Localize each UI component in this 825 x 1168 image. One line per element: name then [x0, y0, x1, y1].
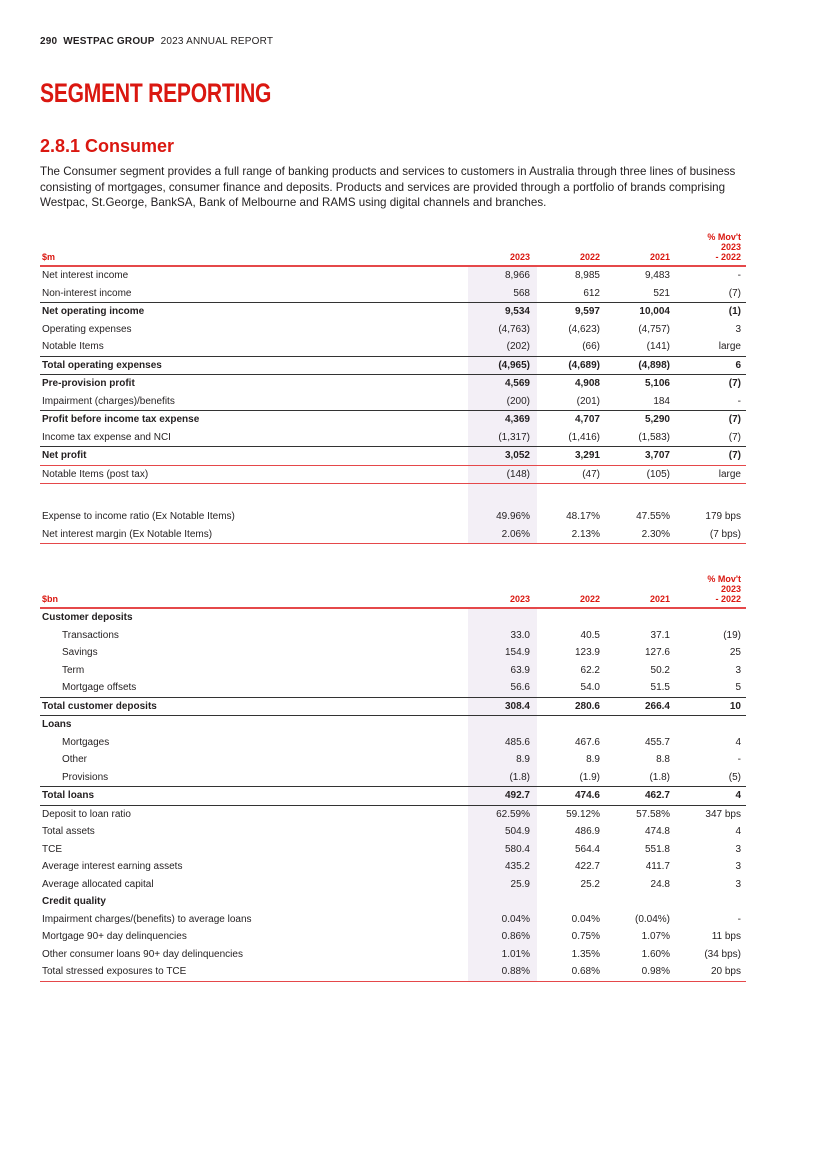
table-row [40, 946, 746, 964]
value-2022: (1.9) [579, 771, 600, 783]
row-label: TCE [42, 843, 62, 855]
value-2023: (200) [468, 393, 537, 411]
value-movement: 25 [729, 647, 741, 659]
value-movement: 11 bps [711, 931, 741, 943]
row-label: Average allocated capital [42, 878, 154, 890]
value-movement: 5 [735, 682, 741, 694]
page-number: 290 [40, 36, 58, 47]
value-2021: 5,290 [607, 411, 677, 429]
value-movement: (19) [723, 629, 741, 641]
value-2021: 1.60% [641, 948, 670, 960]
value-movement: (7) [677, 447, 746, 466]
value-movement: 4 [735, 736, 741, 748]
value-2023: (4,965) [468, 356, 537, 375]
table-header-row [40, 232, 746, 266]
value-2022: 0.04% [571, 913, 600, 925]
value-movement: (7) [677, 411, 746, 429]
row-label: Net interest margin (Ex Notable Items) [40, 526, 468, 544]
table-row [40, 963, 746, 981]
row-label: Total loans [40, 787, 468, 806]
value-2022: 564.4 [574, 843, 600, 855]
row-label: Savings [62, 647, 98, 659]
movement-header-line: 2023 [720, 242, 741, 252]
value-movement: (7 bps) [677, 526, 746, 544]
value-movement: 3 [735, 878, 741, 890]
table-row [40, 627, 746, 645]
value-2022: 54.0 [580, 682, 600, 694]
row-label: Impairment charges/(benefits) to average loans [42, 913, 252, 925]
value-2022: (47) [537, 465, 607, 484]
row-label: Total operating expenses [40, 356, 468, 375]
row-label: Notable Items [42, 341, 104, 353]
unit-header: $m [40, 232, 468, 266]
value-2021 [607, 608, 677, 627]
movement-header-line: - 2022 [715, 594, 741, 604]
movement-header [677, 232, 746, 266]
table-row [40, 734, 746, 752]
table-row [40, 841, 746, 859]
row-label: Term [62, 664, 85, 676]
value-2022: 0.68% [537, 963, 607, 981]
table-row [40, 787, 746, 806]
value-movement: 4 [735, 826, 741, 838]
table-row [40, 411, 746, 429]
value-2023: 49.96% [468, 508, 537, 526]
table-row [40, 893, 746, 911]
value-2022: 3,291 [537, 447, 607, 466]
value-2023: 1.01% [468, 946, 537, 964]
value-2023: 2.06% [468, 526, 537, 544]
row-label: Mortgages [62, 736, 110, 748]
movement-header-line: - 2022 [715, 252, 741, 262]
value-2023: 8.9 [468, 751, 537, 769]
value-2023: (1,317) [468, 429, 537, 447]
value-2022 [537, 893, 607, 911]
company-name: WESTPAC GROUP [63, 36, 155, 47]
section-intro: The Consumer segment provides a full range of banking products and services to customers in Australia through three lines of business consisting of mortgages, consumer finance and deposits. Products and services are provided through a portfolio of brands comprising Westpac, St.George, BankSA, Bank of Melbourne and RAMS using digital channels and branches. [40, 165, 736, 210]
movement-header-line: % Mov't [707, 232, 741, 242]
value-2022: 123.9 [574, 647, 600, 659]
table-row [40, 447, 746, 466]
row-label: Profit before income tax expense [40, 411, 468, 429]
value-2021: 24.8 [650, 878, 670, 890]
table-row [40, 285, 746, 303]
row-label: Credit quality [42, 896, 106, 908]
value-movement: large [718, 341, 741, 353]
value-2022: 474.6 [537, 787, 607, 806]
value-2021: (0.04%) [634, 913, 670, 925]
table-row [40, 679, 746, 697]
value-2022 [537, 608, 607, 627]
value-2021: 521 [653, 287, 670, 299]
row-label: Provisions [62, 771, 109, 783]
table-row [40, 876, 746, 894]
value-movement: (34 bps) [704, 948, 741, 960]
value-2022: 62.2 [580, 664, 600, 676]
table-row [40, 429, 746, 447]
value-2021: 462.7 [607, 787, 677, 806]
value-2023: (1.8) [468, 769, 537, 787]
value-2021: 0.98% [607, 963, 677, 981]
value-movement: 10 [677, 697, 746, 716]
table-row [40, 321, 746, 339]
table-row [40, 769, 746, 787]
row-label: Total assets [42, 826, 95, 838]
value-2023: 568 [468, 285, 537, 303]
value-2022: 8,985 [574, 270, 600, 282]
row-label: Net profit [40, 447, 468, 466]
value-2023: 33.0 [468, 627, 537, 645]
value-2023: 25.9 [468, 876, 537, 894]
value-2021: 455.7 [644, 736, 670, 748]
table-header-row [40, 574, 746, 608]
row-label: Customer deposits [42, 612, 133, 624]
spacer-row [40, 484, 746, 509]
year-header: 2021 [607, 232, 677, 266]
year-header: 2021 [607, 574, 677, 608]
value-2023: 62.59% [468, 805, 537, 823]
value-2022: 467.6 [574, 736, 600, 748]
row-label: Non-interest income [42, 287, 132, 299]
value-2022: 4,908 [537, 375, 607, 393]
row-label: Impairment (charges)/benefits [42, 395, 175, 407]
value-2021: (105) [607, 465, 677, 484]
movement-header-line: % Mov't [707, 574, 741, 584]
movement-header-line: 2023 [720, 584, 741, 594]
table-row [40, 823, 746, 841]
value-2023: 9,534 [468, 303, 537, 321]
row-label: Net interest income [42, 270, 129, 282]
value-2021: (141) [646, 341, 670, 353]
value-movement: - [737, 913, 741, 925]
row-label: Other consumer loans 90+ day delinquencies [42, 948, 243, 960]
value-2023: 4,569 [468, 375, 537, 393]
report-name: 2023 ANNUAL REPORT [160, 36, 274, 47]
value-2023: 0.86% [468, 928, 537, 946]
value-2023 [468, 716, 537, 734]
row-label: Pre-provision profit [40, 375, 468, 393]
value-2021: 10,004 [607, 303, 677, 321]
value-2022: 486.9 [574, 826, 600, 838]
value-2021: 5,106 [607, 375, 677, 393]
year-header: 2022 [537, 574, 607, 608]
value-movement: (1) [677, 303, 746, 321]
value-movement: 3 [735, 664, 741, 676]
table-row [40, 697, 746, 716]
table-row [40, 805, 746, 823]
value-2023: 308.4 [468, 697, 537, 716]
row-label: Average interest earning assets [42, 861, 183, 873]
table-row [40, 716, 746, 734]
value-2022: 0.75% [571, 931, 600, 943]
value-movement: 4 [677, 787, 746, 806]
value-2022: 612 [583, 287, 600, 299]
value-2023: 492.7 [468, 787, 537, 806]
value-2023: 63.9 [468, 662, 537, 680]
value-movement: 6 [677, 356, 746, 375]
value-2021: 2.30% [607, 526, 677, 544]
value-2021: 474.8 [644, 826, 670, 838]
value-2023: 485.6 [468, 734, 537, 752]
value-2022: (66) [582, 341, 600, 353]
table-row [40, 303, 746, 321]
value-2021: 551.8 [644, 843, 670, 855]
value-movement: 20 bps [677, 963, 746, 981]
value-2023: (202) [468, 338, 537, 356]
value-2023: 154.9 [468, 644, 537, 662]
value-2021: 50.2 [650, 664, 670, 676]
value-movement: 3 [735, 861, 741, 873]
value-movement: 179 bps [705, 511, 741, 523]
income-statement-table [40, 232, 746, 544]
value-2023: (4,763) [468, 321, 537, 339]
row-label: Net operating income [40, 303, 468, 321]
row-label: Mortgage offsets [62, 682, 137, 694]
value-2022: (4,623) [568, 323, 600, 335]
table-row [40, 526, 746, 544]
value-2021: 127.6 [644, 647, 670, 659]
value-movement [677, 716, 746, 734]
value-movement: 347 bps [705, 808, 741, 820]
table-row [40, 928, 746, 946]
value-movement: 3 [735, 323, 741, 335]
value-movement: 3 [735, 843, 741, 855]
row-label: Notable Items (post tax) [40, 465, 468, 484]
value-2023: 8,966 [468, 266, 537, 285]
value-2021: 8.8 [656, 754, 670, 766]
value-2022: 2.13% [537, 526, 607, 544]
table-row [40, 911, 746, 929]
row-label: Loans [42, 719, 72, 731]
year-header: 2023 [468, 574, 537, 608]
value-2022: 422.7 [574, 861, 600, 873]
value-movement: (7) [728, 431, 741, 443]
value-movement: - [737, 754, 741, 766]
value-2023: 4,369 [468, 411, 537, 429]
value-2022: 25.2 [580, 878, 600, 890]
value-2021: 57.58% [636, 808, 670, 820]
section-heading: 2.8.1 Consumer [40, 136, 175, 156]
value-2021 [607, 716, 677, 734]
row-label: Other [62, 754, 88, 766]
value-movement: - [737, 270, 741, 282]
value-movement: (7) [677, 375, 746, 393]
value-2023: 580.4 [468, 841, 537, 859]
table-row [40, 662, 746, 680]
value-2023 [468, 608, 537, 627]
row-label: Operating expenses [42, 323, 132, 335]
value-2022: 8.9 [586, 754, 600, 766]
balance-sheet-table [40, 574, 746, 982]
value-2023: 435.2 [468, 858, 537, 876]
value-2021: 51.5 [650, 682, 670, 694]
value-2022: 48.17% [566, 511, 600, 523]
value-2023: (148) [468, 465, 537, 484]
value-2022 [537, 716, 607, 734]
value-2022: (201) [576, 395, 600, 407]
unit-header: $bn [40, 574, 468, 608]
page-title: SEGMENT REPORTING [40, 78, 272, 108]
value-2021: 411.7 [645, 861, 670, 873]
value-2023: 0.88% [468, 963, 537, 981]
table-row [40, 608, 746, 627]
value-2021: 3,707 [607, 447, 677, 466]
table-row [40, 644, 746, 662]
row-label: Total customer deposits [40, 697, 468, 716]
value-2023: 3,052 [468, 447, 537, 466]
value-movement [677, 893, 746, 911]
value-2021: 37.1 [650, 629, 670, 641]
row-label: Deposit to loan ratio [42, 808, 131, 820]
value-2023: 0.04% [468, 911, 537, 929]
value-2021: 47.55% [636, 511, 670, 523]
value-2022: 59.12% [566, 808, 600, 820]
value-2023 [468, 893, 537, 911]
value-2022: 1.35% [571, 948, 600, 960]
value-2021: (4,898) [607, 356, 677, 375]
value-2021: 1.07% [641, 931, 670, 943]
table-row [40, 465, 746, 484]
value-2021: 184 [653, 395, 670, 407]
year-header: 2023 [468, 232, 537, 266]
value-movement: - [737, 395, 741, 407]
row-label: Income tax expense and NCI [42, 431, 171, 443]
table-row [40, 393, 746, 411]
value-movement [677, 608, 746, 627]
value-2021: (1.8) [649, 771, 670, 783]
running-header [40, 36, 273, 47]
movement-header [677, 574, 746, 608]
row-label: Mortgage 90+ day delinquencies [42, 931, 187, 943]
value-2022: 280.6 [537, 697, 607, 716]
value-2021: (1,583) [638, 431, 670, 443]
year-header: 2022 [537, 232, 607, 266]
table-row [40, 858, 746, 876]
row-label: Transactions [62, 629, 119, 641]
value-2022: 4,707 [537, 411, 607, 429]
table-row [40, 356, 746, 375]
row-label: Expense to income ratio (Ex Notable Items) [42, 511, 235, 523]
value-2022: (1,416) [568, 431, 600, 443]
value-2021: 266.4 [607, 697, 677, 716]
table-row [40, 266, 746, 285]
value-2023: 56.6 [468, 679, 537, 697]
row-label: Total stressed exposures to TCE [40, 963, 468, 981]
value-2023: 504.9 [468, 823, 537, 841]
value-2022: (4,689) [537, 356, 607, 375]
value-2021: 9,483 [644, 270, 670, 282]
table-row [40, 508, 746, 526]
table-row [40, 751, 746, 769]
value-movement: (5) [728, 771, 741, 783]
value-2022: 40.5 [580, 629, 600, 641]
value-2022: 9,597 [537, 303, 607, 321]
value-movement: (7) [728, 287, 741, 299]
value-movement: large [677, 465, 746, 484]
table-row [40, 338, 746, 356]
value-2021: (4,757) [638, 323, 670, 335]
value-2021 [607, 893, 677, 911]
table-row [40, 375, 746, 393]
